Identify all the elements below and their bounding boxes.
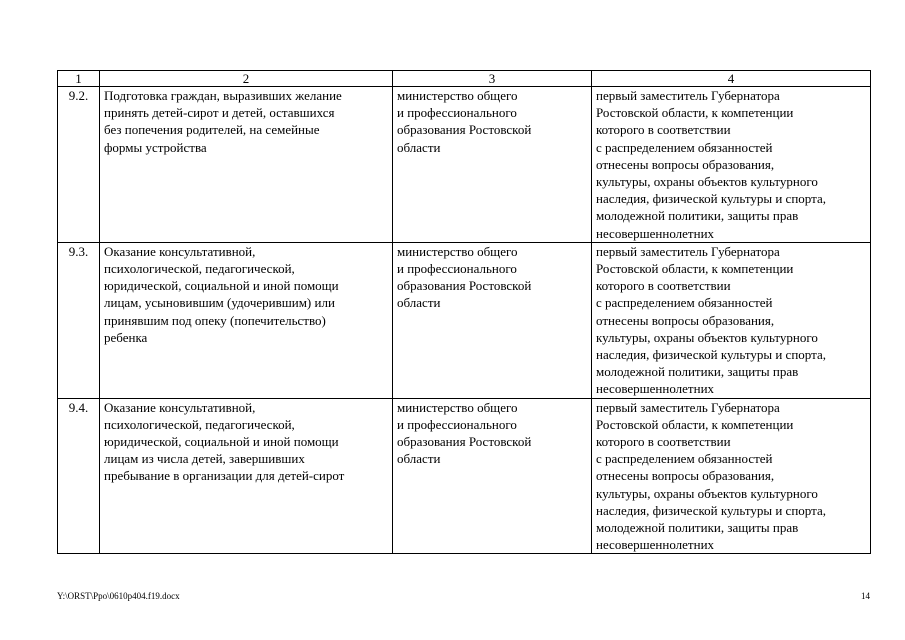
responsible-cell (592, 242, 871, 398)
responsible-cell-line: первый заместитель Губернатора (596, 399, 780, 415)
executor-cell-line: образования Ростовской (397, 278, 532, 294)
responsible-cell-line: молодежной политики, защиты прав (596, 364, 799, 380)
responsible-cell-line: наследия, физической культуры и спорта, (596, 191, 826, 207)
responsible-cell-line: несовершеннолетних (596, 225, 715, 241)
task-cell-line: ребенка (104, 329, 148, 345)
task-cell-line: юридической, социальной и иной помощи (104, 278, 339, 294)
task-cell-line: психологической, педагогической, (104, 261, 295, 277)
responsible-cell-line: культуры, охраны объектов культурного (596, 485, 818, 501)
task-cell-line: Оказание консультативной, (104, 399, 256, 415)
responsible-cell-line: с распределением обязанностей (596, 295, 773, 311)
row-number: 9.2. (58, 87, 100, 243)
responsible-cell-line: Ростовской области, к компетенции (596, 105, 794, 121)
footer-file-path: Y:\ORST\Ppo\0610p404.f19.docx (57, 591, 180, 601)
row-number: 9.4. (58, 398, 100, 554)
executor-cell-line: области (397, 295, 441, 311)
responsible-cell-line: Ростовской области, к компетенции (596, 261, 794, 277)
table-row (58, 87, 871, 243)
task-cell-line: юридической, социальной и иной помощи (104, 434, 339, 450)
column-header-2: 2 (100, 71, 393, 87)
executor-cell-line: области (397, 139, 441, 155)
header-row (58, 71, 871, 87)
responsible-cell-line: первый заместитель Губернатора (596, 88, 780, 103)
task-cell-line: формы устройства (104, 139, 207, 155)
executor-cell-line: министерство общего (397, 399, 518, 415)
responsible-cell-line: которого в соответствии (596, 434, 731, 450)
task-cell (100, 398, 393, 554)
executor-cell-line: и профессионального (397, 261, 517, 277)
responsible-cell-line: отнесены вопросы образования, (596, 312, 775, 328)
responsible-cell-line: с распределением обязанностей (596, 451, 773, 467)
responsible-cell-line: отнесены вопросы образования, (596, 156, 775, 172)
task-cell-line: без попечения родителей, на семейные (104, 122, 320, 138)
task-cell (100, 242, 393, 398)
responsible-cell-line: культуры, охраны объектов культурного (596, 329, 818, 345)
column-header-3: 3 (393, 71, 592, 87)
task-cell-line: лицам из числа детей, завершивших (104, 451, 305, 467)
table-row (58, 242, 871, 398)
row-number: 9.3. (58, 242, 100, 398)
responsible-cell-line: несовершеннолетних (596, 381, 715, 397)
responsible-cell-line: с распределением обязанностей (596, 139, 773, 155)
task-cell-line: принявшим под опеку (попечительство) (104, 312, 326, 328)
executor-cell-line: министерство общего (397, 88, 518, 103)
executor-cell-line: образования Ростовской (397, 434, 532, 450)
column-header-1: 1 (58, 71, 100, 87)
responsible-cell-line: которого в соответствии (596, 122, 731, 138)
executor-cell-line: и профессионального (397, 416, 517, 432)
responsible-cell (592, 398, 871, 554)
responsible-cell-line: культуры, охраны объектов культурного (596, 174, 818, 190)
executor-cell (393, 87, 592, 243)
responsible-cell-line: молодежной политики, защиты прав (596, 208, 799, 224)
responsible-cell-line: наследия, физической культуры и спорта, (596, 502, 826, 518)
task-cell-line: Оказание консультативной, (104, 243, 256, 259)
executor-cell (393, 398, 592, 554)
document-table (57, 70, 871, 554)
task-cell-line: психологической, педагогической, (104, 416, 295, 432)
responsible-cell-line: молодежной политики, защиты прав (596, 520, 799, 536)
executor-cell (393, 242, 592, 398)
column-header-4: 4 (592, 71, 871, 87)
responsible-cell-line: которого в соответствии (596, 278, 731, 294)
responsible-cell-line: несовершеннолетних (596, 537, 715, 553)
task-cell (100, 87, 393, 243)
executor-cell-line: образования Ростовской (397, 122, 532, 138)
responsible-cell (592, 87, 871, 243)
task-cell-line: лицам, усыновившим (удочерившим) или (104, 295, 335, 311)
table-row (58, 398, 871, 554)
task-cell-line: принять детей-сирот и детей, оставшихся (104, 105, 335, 121)
executor-cell-line: и профессионального (397, 105, 517, 121)
executor-cell-line: министерство общего (397, 243, 518, 259)
page-number: 14 (861, 591, 870, 601)
executor-cell-line: области (397, 451, 441, 467)
task-cell-line: Подготовка граждан, выразивших желание (104, 88, 342, 103)
task-cell-line: пребывание в организации для детей-сирот (104, 468, 345, 484)
responsible-cell-line: Ростовской области, к компетенции (596, 416, 794, 432)
responsible-cell-line: наследия, физической культуры и спорта, (596, 347, 826, 363)
responsible-cell-line: первый заместитель Губернатора (596, 243, 780, 259)
responsible-cell-line: отнесены вопросы образования, (596, 468, 775, 484)
